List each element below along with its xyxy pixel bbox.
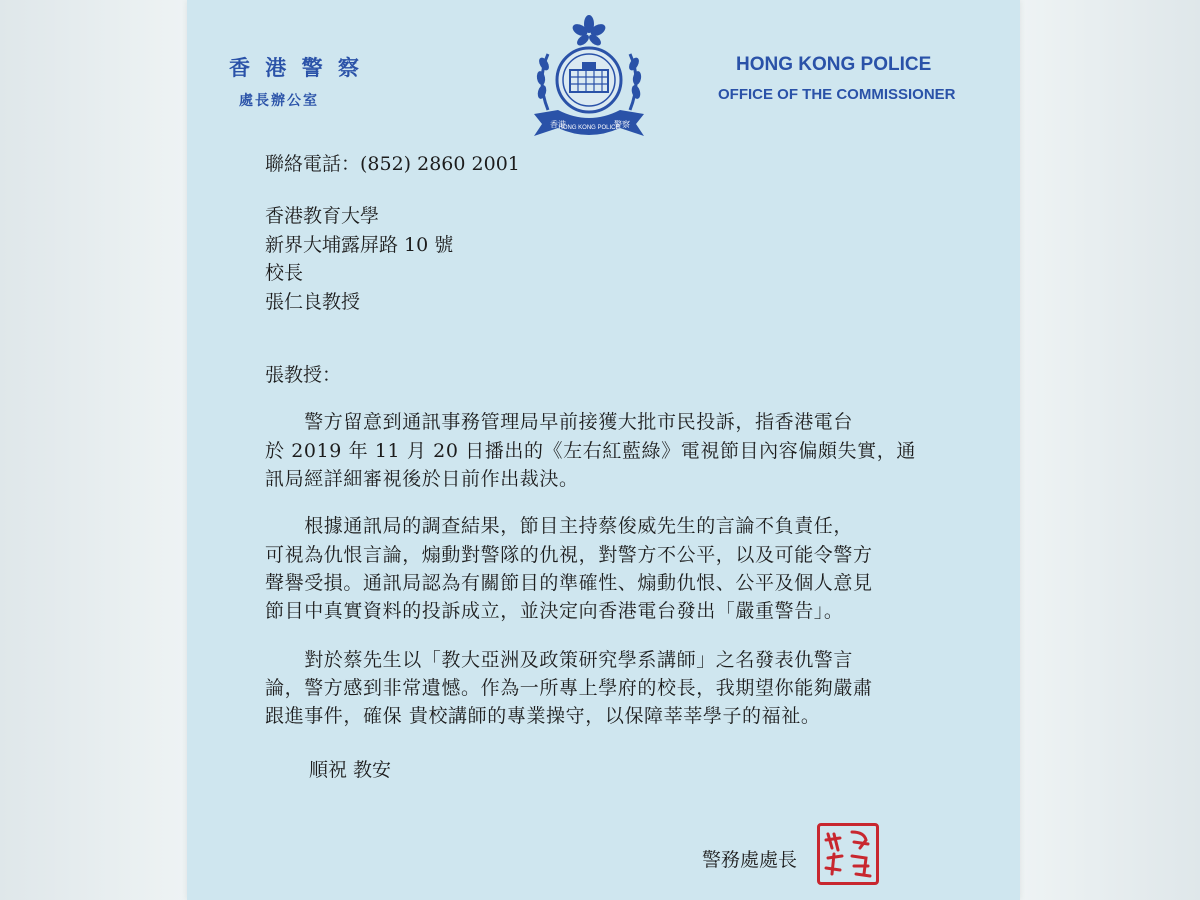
paragraph-2-line: 節目中真實資料的投訴成立，並決定向香港電台發出「嚴重警告」。	[265, 600, 844, 622]
contact-phone: 聯絡電話：(852) 2860 2001	[265, 153, 520, 175]
crest-ribbon-left-text: 香港	[550, 120, 566, 129]
letterhead-en-title: HONG KONG POLICE	[736, 54, 932, 75]
paragraph-2-line: 可視為仇恨言論，煽動對警隊的仇視，對警方不公平，以及可能令警方	[265, 544, 873, 566]
letter-page	[187, 0, 1020, 900]
paragraph-3-line: 論，警方感到非常遺憾。作為一所專上學府的校長，我期望你能夠嚴肅	[265, 677, 873, 699]
crest-ribbon-center-text: HONG KONG POLICE	[558, 125, 620, 131]
background-left	[0, 0, 187, 900]
hong-kong-police-crest-icon	[528, 10, 650, 146]
crest-ribbon-right-text: 警察	[614, 120, 630, 129]
salutation: 張教授：	[265, 364, 342, 386]
paragraph-1-line: 於 2019 年 11 月 20 日播出的《左右紅藍綠》電視節目內容偏頗失實，通	[265, 440, 916, 462]
paragraph-1-line: 訊局經詳細審視後於日前作出裁決。	[265, 468, 579, 490]
letterhead-zh-subtitle: 處長辦公室	[239, 93, 319, 109]
background-right	[1020, 0, 1200, 900]
paragraph-3-line: 對於蔡先生以「教大亞洲及政策研究學系講師」之名發表仇警言	[265, 649, 854, 671]
letterhead-en-subtitle: OFFICE OF THE COMMISSIONER	[718, 86, 956, 103]
recipient-line: 校長	[265, 262, 304, 284]
paragraph-2-line: 聲譽受損。通訊局認為有關節目的準確性、煽動仇恨、公平及個人意見	[265, 572, 873, 594]
paragraph-1-line: 警方留意到通訊事務管理局早前接獲大批市民投訴，指香港電台	[265, 411, 854, 433]
letterhead-zh-title: 香 港 警 察	[229, 56, 363, 80]
recipient-line: 張仁良教授	[265, 291, 361, 313]
paragraph-3-line: 跟進事件，確保 貴校講師的專業操守，以保障莘莘學子的福祉。	[265, 705, 821, 727]
signature-title: 警務處處長	[702, 849, 798, 871]
recipient-line: 香港教育大學	[265, 205, 380, 227]
red-seal-stamp-icon	[817, 823, 879, 885]
paragraph-2-line: 根據通訊局的調查結果，節目主持蔡俊威先生的言論不負責任，	[265, 515, 854, 537]
recipient-line: 新界大埔露屏路 10 號	[265, 234, 454, 256]
closing-line: 順祝 教安	[309, 759, 392, 781]
